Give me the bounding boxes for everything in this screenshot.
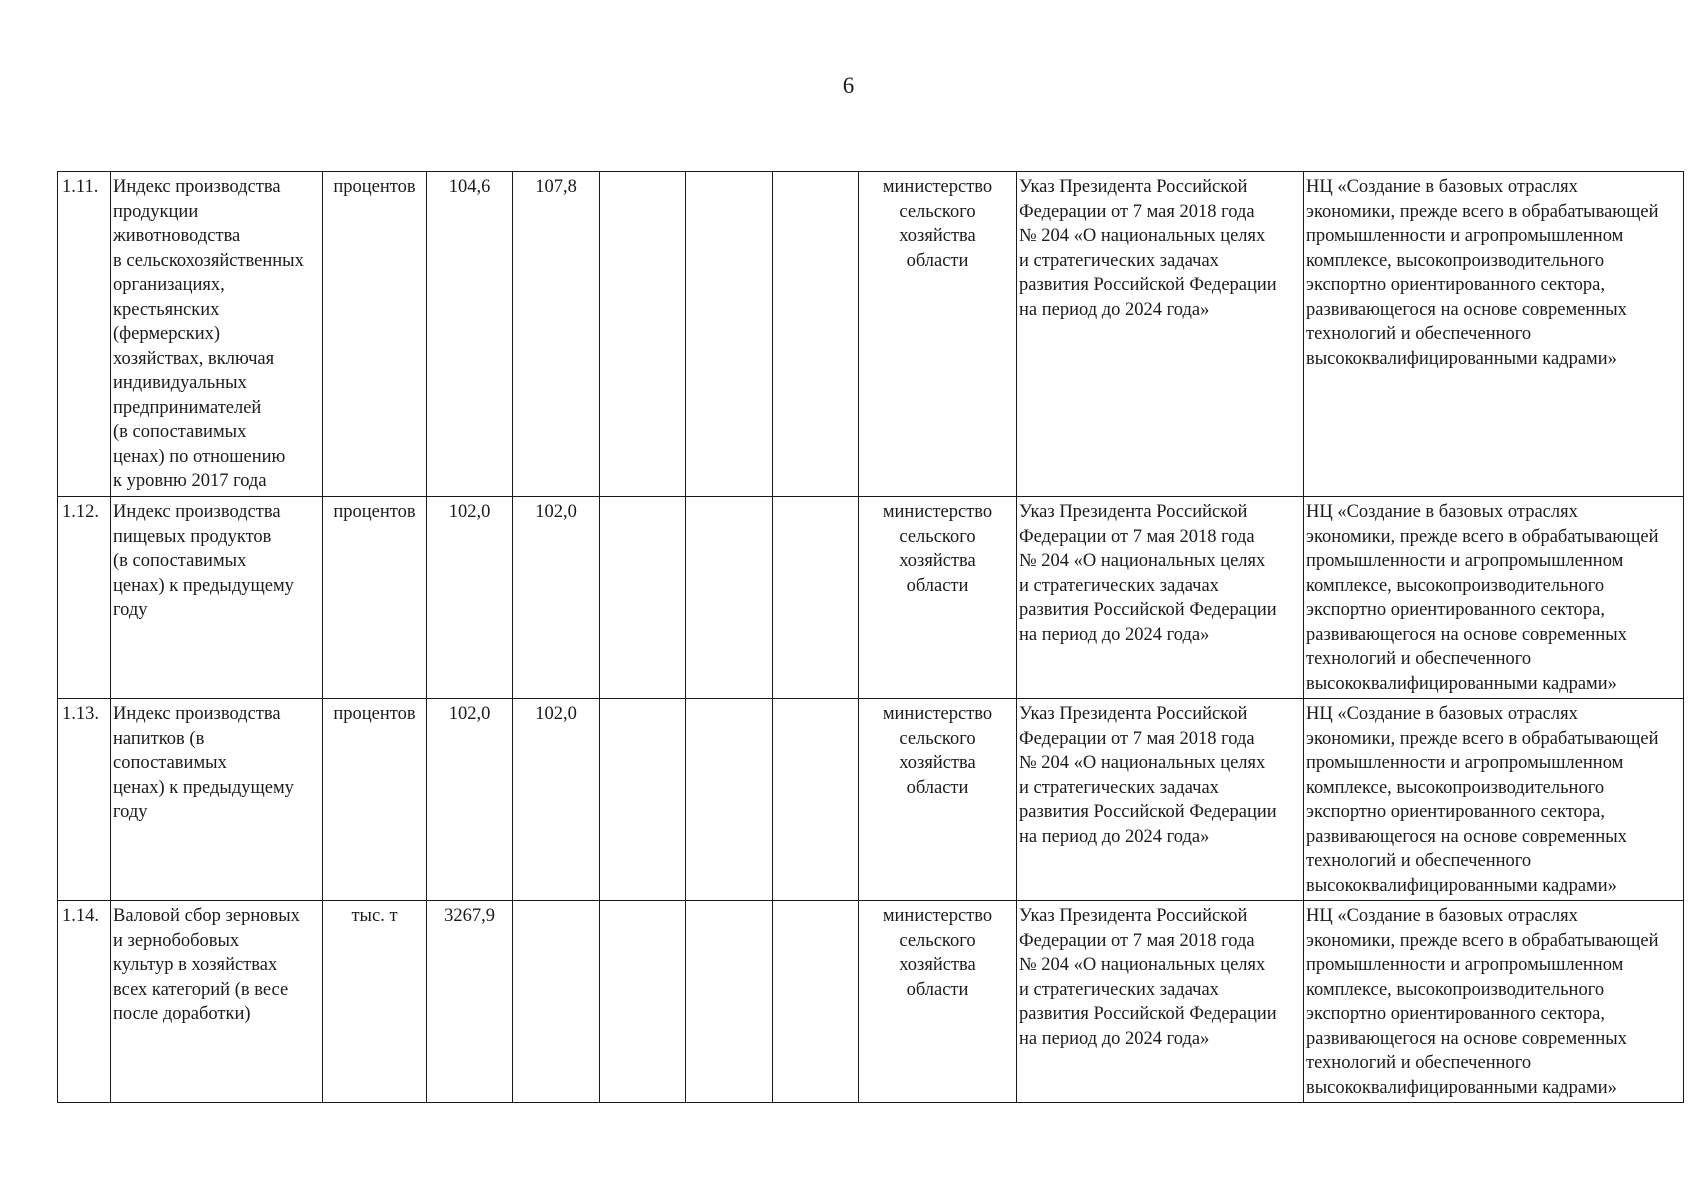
value-col-1: 104,6 bbox=[427, 172, 513, 497]
value-col-1: 102,0 bbox=[427, 699, 513, 901]
row-number: 1.12. bbox=[58, 497, 111, 699]
table-row bbox=[58, 699, 1684, 901]
value-col-5 bbox=[773, 497, 859, 699]
indicator-name: Индекс производства пищевых продуктов (в сопоставимых ценах) к предыдущему году bbox=[111, 497, 323, 699]
legal-document: Указ Президента Российской Федерации от 7 мая 2018 года № 204 «О национальных целях и стратегических задачах развития Российской Федерации на период до 2024 года» bbox=[1017, 699, 1304, 901]
value-col-5 bbox=[773, 699, 859, 901]
value-col-1: 102,0 bbox=[427, 497, 513, 699]
responsible-body: министерство сельского хозяйства области bbox=[859, 172, 1017, 497]
national-goal: НЦ «Создание в базовых отраслях экономики, прежде всего в обрабатывающей промышленности и агропромышленном комплексе, высокопроизводительного экспортно ориентированного сектора, развивающегося на основе современных технологий и обеспеченного высококвалифицированными кадрами» bbox=[1304, 699, 1684, 901]
row-number: 1.11. bbox=[58, 172, 111, 497]
page-number: 6 bbox=[842, 73, 855, 98]
unit: процентов bbox=[323, 497, 427, 699]
row-number: 1.13. bbox=[58, 699, 111, 901]
value-col-2: 107,8 bbox=[513, 172, 600, 497]
legal-document: Указ Президента Российской Федерации от 7 мая 2018 года № 204 «О национальных целях и стратегических задачах развития Российской Федерации на период до 2024 года» bbox=[1017, 901, 1304, 1103]
responsible-body: министерство сельского хозяйства области bbox=[859, 497, 1017, 699]
indicator-name: Индекс производства напитков (в сопоставимых ценах) к предыдущему году bbox=[111, 699, 323, 901]
value-col-3 bbox=[600, 497, 686, 699]
national-goal: НЦ «Создание в базовых отраслях экономики, прежде всего в обрабатывающей промышленности и агропромышленном комплексе, высокопроизводительного экспортно ориентированного сектора, развивающегося на основе современных технологий и обеспеченного высококвалифицированными кадрами» bbox=[1304, 497, 1684, 699]
value-col-4 bbox=[686, 497, 773, 699]
value-col-3 bbox=[600, 901, 686, 1103]
national-goal: НЦ «Создание в базовых отраслях экономики, прежде всего в обрабатывающей промышленности и агропромышленном комплексе, высокопроизводительного экспортно ориентированного сектора, развивающегося на основе современных технологий и обеспеченного высококвалифицированными кадрами» bbox=[1304, 901, 1684, 1103]
table-row bbox=[58, 901, 1684, 1103]
value-col-1: 3267,9 bbox=[427, 901, 513, 1103]
value-col-5 bbox=[773, 901, 859, 1103]
value-col-3 bbox=[600, 172, 686, 497]
value-col-3 bbox=[600, 699, 686, 901]
indicators-table bbox=[57, 171, 1684, 1103]
legal-document: Указ Президента Российской Федерации от 7 мая 2018 года № 204 «О национальных целях и стратегических задачах развития Российской Федерации на период до 2024 года» bbox=[1017, 497, 1304, 699]
unit: процентов bbox=[323, 699, 427, 901]
unit: тыс. т bbox=[323, 901, 427, 1103]
table-row bbox=[58, 172, 1684, 497]
indicator-name: Валовой сбор зерновых и зернобобовых культур в хозяйствах всех категорий (в весе после доработки) bbox=[111, 901, 323, 1103]
indicator-name: Индекс производства продукции животноводства в сельскохозяйственных организациях, крестьянских (фермерских) хозяйствах, включая индивидуальных предпринимателей (в сопоставимых ценах) по отношению к уровню 2017 года bbox=[111, 172, 323, 497]
value-col-4 bbox=[686, 172, 773, 497]
table-row bbox=[58, 497, 1684, 699]
value-col-4 bbox=[686, 699, 773, 901]
responsible-body: министерство сельского хозяйства области bbox=[859, 699, 1017, 901]
value-col-2 bbox=[513, 901, 600, 1103]
value-col-2: 102,0 bbox=[513, 497, 600, 699]
value-col-4 bbox=[686, 901, 773, 1103]
unit: процентов bbox=[323, 172, 427, 497]
row-number: 1.14. bbox=[58, 901, 111, 1103]
national-goal: НЦ «Создание в базовых отраслях экономики, прежде всего в обрабатывающей промышленности и агропромышленном комплексе, высокопроизводительного экспортно ориентированного сектора, развивающегося на основе современных технологий и обеспеченного высококвалифицированными кадрами» bbox=[1304, 172, 1684, 497]
legal-document: Указ Президента Российской Федерации от 7 мая 2018 года № 204 «О национальных целях и стратегических задачах развития Российской Федерации на период до 2024 года» bbox=[1017, 172, 1304, 497]
value-col-2: 102,0 bbox=[513, 699, 600, 901]
value-col-5 bbox=[773, 172, 859, 497]
responsible-body: министерство сельского хозяйства области bbox=[859, 901, 1017, 1103]
